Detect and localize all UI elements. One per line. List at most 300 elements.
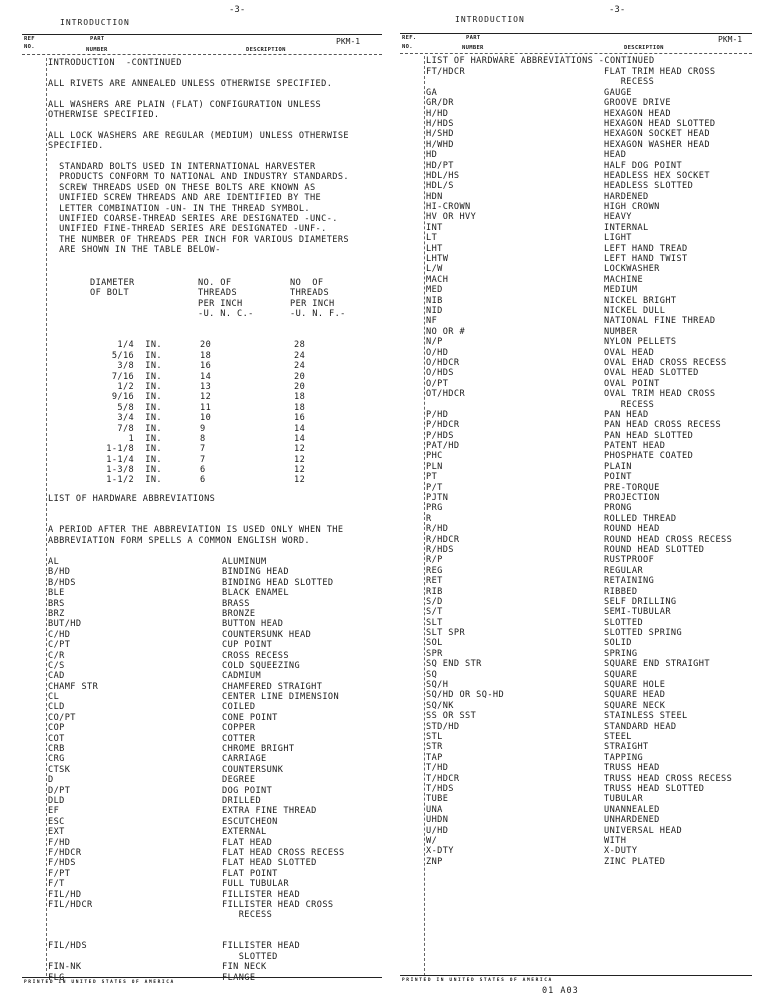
abbreviation-code: CO/PT <box>48 712 76 723</box>
unc-threads: 16 <box>200 361 212 372</box>
right-margin-line <box>424 56 425 976</box>
abbreviation-row <box>426 462 756 472</box>
abbreviation-code: NID <box>426 305 443 316</box>
abbreviation-meaning: STANDARD HEAD <box>604 721 677 732</box>
abbreviation-code: R/HDS <box>426 544 454 555</box>
abbreviation-row <box>426 400 756 410</box>
abbreviation-row <box>426 607 756 617</box>
abbreviation-code: R/HDCR <box>426 534 460 545</box>
bolt-diameter: 3/4 IN. <box>117 413 162 424</box>
left-col-number: NUMBER <box>86 47 108 53</box>
left-header-underline <box>22 54 382 55</box>
abbreviation-row <box>48 578 378 588</box>
abbreviation-row <box>48 765 378 775</box>
abbreviation-code: U/HD <box>426 825 449 836</box>
abbreviation-row <box>48 567 378 577</box>
abbreviation-row <box>426 181 756 191</box>
abbreviation-code: BUT/HD <box>48 619 82 630</box>
right-col-ref: REF. <box>402 35 417 41</box>
abbreviation-code: FIN-NK <box>48 962 82 973</box>
unf-threads: 12 <box>294 454 306 465</box>
abbreviation-meaning: ROUND HEAD SLOTTED <box>604 544 705 555</box>
unc-threads: 8 <box>200 433 206 444</box>
thread-table-row <box>90 465 390 475</box>
abbreviation-code: NIB <box>426 295 443 306</box>
intro-line <box>48 89 349 99</box>
abbreviation-meaning: FLAT POINT <box>222 868 278 879</box>
abbreviation-row <box>48 910 378 920</box>
thread-table-header-cell: -U. N. C.- <box>198 309 254 320</box>
abbreviation-code: SLT SPR <box>426 628 466 639</box>
unc-threads: 20 <box>200 340 212 351</box>
intro-line: LETTER COMBINATION -UN- IN THE THREAD SYMBOL. <box>48 203 310 214</box>
abbreviation-code: DLD <box>48 795 65 806</box>
thread-table-header-cell: NO OF <box>290 278 324 288</box>
abbreviation-meaning: CONE POINT <box>222 712 278 723</box>
left-col-description: DESCRIPTION <box>246 47 286 53</box>
abbreviation-code: NO OR # <box>426 326 466 337</box>
abbreviation-code: MACH <box>426 274 449 285</box>
abbreviation-code: REG <box>426 565 443 576</box>
abbreviation-meaning: CROSS RECESS <box>222 650 289 661</box>
intro-line: SPECIFIED. <box>48 141 104 152</box>
abbreviation-row <box>426 805 756 815</box>
bolt-diameter: 5/16 IN. <box>111 350 162 361</box>
abbreviation-row <box>48 941 378 951</box>
abbreviation-row <box>426 77 756 87</box>
thread-table-row <box>90 361 390 371</box>
unc-threads: 18 <box>200 350 212 361</box>
abbreviation-meaning: FLAT HEAD <box>222 837 273 848</box>
abbreviation-meaning: MEDIUM <box>604 285 638 296</box>
abbreviation-row <box>48 599 378 609</box>
abbreviation-row <box>426 98 756 108</box>
abbreviation-meaning: HALF DOG POINT <box>604 160 683 171</box>
unc-threads: 6 <box>200 465 206 476</box>
abbreviation-row <box>426 119 756 129</box>
abbreviation-row <box>426 638 756 648</box>
abbreviation-meaning: FILLISTER HEAD <box>222 889 301 900</box>
abbreviation-row <box>426 410 756 420</box>
thread-table-header-cell: OF BOLT <box>90 288 130 299</box>
abbreviation-row <box>426 223 756 233</box>
abbreviation-row <box>48 609 378 619</box>
unf-threads: 12 <box>294 444 306 455</box>
abbreviation-row <box>48 879 378 889</box>
abbreviation-code: F/PT <box>48 868 71 879</box>
abbreviation-meaning: NICKEL DULL <box>604 305 666 316</box>
abbreviation-meaning: PHOSPHATE COATED <box>604 451 694 462</box>
abbreviation-row <box>48 869 378 879</box>
bolt-diameter: 1-1/2 IN. <box>106 475 162 486</box>
abbreviation-code: SOL <box>426 638 443 649</box>
abbreviation-row <box>426 150 756 160</box>
abbreviation-row <box>48 754 378 764</box>
abbreviation-code: HDL/S <box>426 181 454 192</box>
abbreviation-meaning: WITH <box>604 835 627 846</box>
abbreviation-row <box>426 722 756 732</box>
abbreviation-meaning: EXTERNAL <box>222 827 267 838</box>
abbreviation-code: MED <box>426 285 443 296</box>
intro-line: ALL LOCK WASHERS ARE REGULAR (MEDIUM) UNLESS OTHERWISE <box>48 130 349 141</box>
abbreviation-row <box>426 327 756 337</box>
abbreviation-code: O/PT <box>426 378 449 389</box>
unf-threads: 28 <box>294 340 306 351</box>
abbreviation-code: PAT/HD <box>426 441 460 452</box>
abbreviation-meaning: ROLLED THREAD <box>604 513 677 524</box>
abbreviation-row <box>426 171 756 181</box>
abbreviation-meaning: MACHINE <box>604 274 644 285</box>
bolt-diameter: 1 IN. <box>128 433 162 444</box>
abbreviation-code: HI-CROWN <box>426 202 471 213</box>
abbreviation-code: OT/HDCR <box>426 389 466 400</box>
bolt-diameter: 5/8 IN. <box>117 402 162 413</box>
abbreviation-meaning: CHAMFERED STRAIGHT <box>222 681 323 692</box>
abbreviation-code: X-DTY <box>426 846 454 857</box>
abbreviation-row <box>426 483 756 493</box>
abbreviation-row <box>426 826 756 836</box>
abbreviation-row <box>426 254 756 264</box>
intro-line <box>48 68 349 78</box>
abbreviation-meaning: COLD SQUEEZING <box>222 660 301 671</box>
abbreviation-code: STL <box>426 732 443 742</box>
abbreviation-meaning: NATIONAL FINE THREAD <box>604 316 716 327</box>
abbreviation-code: RIB <box>426 586 443 597</box>
abbreviation-code: SS OR SST <box>426 711 477 722</box>
abbreviation-row <box>426 545 756 555</box>
right-heading: LIST OF HARDWARE ABBREVIATIONS -CONTINUED <box>426 56 655 66</box>
intro-line: STANDARD BOLTS USED IN INTERNATIONAL HARVESTER <box>48 162 316 172</box>
abbreviation-row <box>426 431 756 441</box>
abbreviation-row <box>48 671 378 681</box>
abbreviation-meaning: BLACK ENAMEL <box>222 588 289 599</box>
abbreviation-meaning: ROUND HEAD CROSS RECESS <box>604 534 733 545</box>
abbreviation-code: H/HDS <box>426 118 454 129</box>
abbreviation-meaning: ZINC PLATED <box>604 856 666 867</box>
abbreviation-row <box>426 244 756 254</box>
abbreviation-code: S/T <box>426 607 443 618</box>
abbreviation-meaning: GAUGE <box>604 87 632 98</box>
abbreviation-code: T/HD <box>426 763 449 774</box>
abbreviation-meaning: ROUND HEAD <box>604 524 660 535</box>
abbreviation-row <box>48 838 378 848</box>
abbreviation-meaning: NICKEL BRIGHT <box>604 295 677 306</box>
bolt-diameter: 1-3/8 IN. <box>106 465 162 476</box>
abbreviation-meaning: ESCUTCHEON <box>222 816 278 827</box>
abbreviation-row <box>426 212 756 222</box>
abbreviation-code: BRZ <box>48 608 65 619</box>
abbreviation-meaning: RECESS <box>222 910 273 921</box>
abbreviation-meaning: SLOTTED <box>222 951 278 962</box>
abbreviation-row <box>426 659 756 669</box>
abbreviation-meaning: POINT <box>604 472 632 483</box>
abbreviation-code: H/SHD <box>426 129 454 140</box>
abbreviation-row <box>426 742 756 752</box>
abbreviation-code: O/HD <box>426 347 449 358</box>
abbreviation-meaning: SPRING <box>604 648 638 659</box>
abbreviation-row <box>48 890 378 900</box>
unc-threads: 11 <box>200 402 212 413</box>
abbreviation-row <box>426 389 756 399</box>
thread-table-row <box>90 455 390 465</box>
intro-line: ALL WASHERS ARE PLAIN (FLAT) CONFIGURATION UNLESS <box>48 99 322 110</box>
abbreviation-code: COT <box>48 733 65 744</box>
abbreviation-code: EXT <box>48 827 65 838</box>
abbreviation-row <box>426 451 756 461</box>
abbreviation-code: HV OR HVY <box>426 212 477 223</box>
abbreviation-meaning: SQUARE HEAD <box>604 690 666 701</box>
left-col-part: PART <box>90 36 105 42</box>
abbreviation-row <box>426 67 756 77</box>
abbreviation-code: SLT <box>426 617 443 628</box>
thread-table-header-cell: NO. OF <box>198 278 232 288</box>
abbreviation-meaning: PROJECTION <box>604 493 660 504</box>
abbreviation-row <box>426 88 756 98</box>
abbreviation-code: P/HD <box>426 409 449 420</box>
abbreviation-code: HDN <box>426 191 443 202</box>
abbreviation-code: F/HDS <box>48 858 76 869</box>
abbreviation-row <box>48 588 378 598</box>
abbreviation-row <box>426 109 756 119</box>
abbreviation-code: FLG <box>48 972 65 983</box>
thread-table-header-cell: THREADS <box>290 288 330 299</box>
right-code: PKM-1 <box>718 35 743 44</box>
abbreviation-code: R/HD <box>426 524 449 535</box>
abbreviation-meaning: FILLISTER HEAD <box>222 941 301 952</box>
abbreviation-row <box>426 628 756 638</box>
abbreviation-meaning: PAN HEAD <box>604 409 649 420</box>
abbreviation-code: PJTN <box>426 493 449 504</box>
abbreviation-code: C/R <box>48 650 65 661</box>
abbreviation-meaning: CUP POINT <box>222 640 273 651</box>
abbreviation-code: HD <box>426 150 438 161</box>
unc-threads: 9 <box>200 423 206 434</box>
intro-line: UNIFIED FINE-THREAD SERIES ARE DESIGNATED -UNF-. <box>48 224 327 235</box>
abbreviation-meaning: LEFT HAND TREAD <box>604 243 688 254</box>
abbreviation-code: SQ END STR <box>426 659 482 670</box>
thread-table-row <box>90 372 390 382</box>
right-header-underline <box>400 53 752 54</box>
abbreviation-row <box>48 682 378 692</box>
abbreviation-code: F/HD <box>48 837 71 848</box>
abbreviation-code: CRG <box>48 754 65 765</box>
abbrev-heading-text: LIST OF HARDWARE ABBREVIATIONS <box>48 494 216 504</box>
abbreviation-code: COP <box>48 723 65 734</box>
abbreviation-code: CAD <box>48 671 65 682</box>
abbreviation-row <box>426 192 756 202</box>
bolt-diameter: 7/8 IN. <box>117 423 162 434</box>
abbreviation-meaning: CARRIAGE <box>222 754 267 765</box>
abbreviation-meaning: UNANNEALED <box>604 804 660 815</box>
abbreviation-row <box>426 379 756 389</box>
abbreviation-meaning: SQUARE NECK <box>604 700 666 711</box>
right-col-no: NO. <box>402 44 413 50</box>
abbreviation-meaning: HEXAGON SOCKET HEAD <box>604 129 710 140</box>
abbreviation-meaning: LOCKWASHER <box>604 264 660 275</box>
abbreviation-code: PHC <box>426 451 443 462</box>
intro-line: OTHERWISE SPECIFIED. <box>48 110 160 120</box>
abbreviation-row <box>48 692 378 702</box>
abbreviation-row <box>426 753 756 763</box>
abbreviation-code: SQ/HD OR SQ-HD <box>426 690 505 701</box>
abbreviation-meaning: HEADLESS SLOTTED <box>604 181 694 192</box>
abbreviation-row <box>426 316 756 326</box>
unf-threads: 20 <box>294 381 306 392</box>
abbreviation-row <box>426 857 756 867</box>
abbreviation-row <box>48 806 378 816</box>
abbreviation-row <box>48 827 378 837</box>
period-note-line-1: A PERIOD AFTER THE ABBREVIATION IS USED ONLY WHEN THE <box>48 525 344 536</box>
abbreviation-row <box>426 535 756 545</box>
unf-threads: 14 <box>294 423 306 434</box>
intro-line: THE NUMBER OF THREADS PER INCH FOR VARIOUS DIAMETERS <box>48 234 349 245</box>
unf-threads: 24 <box>294 350 306 361</box>
abbreviation-code: AL <box>48 557 60 567</box>
abbreviation-code: INT <box>426 222 443 233</box>
thread-table-row <box>90 475 390 485</box>
abbreviation-meaning: HEAVY <box>604 212 632 223</box>
abbreviation-code: B/HD <box>48 567 71 578</box>
period-note-line-2: ABBREVIATION FORM SPELLS A COMMON ENGLISH WORD. <box>48 535 310 546</box>
abbreviation-code: F/HDCR <box>48 847 82 858</box>
abbreviation-code: FIL/HDS <box>48 941 88 952</box>
abbreviation-meaning: CHROME BRIGHT <box>222 744 295 755</box>
abbreviation-row <box>426 680 756 690</box>
abbreviation-meaning: BINDING HEAD SLOTTED <box>222 577 334 588</box>
abbreviation-row <box>48 619 378 629</box>
right-footer-rule <box>400 975 752 976</box>
abbreviation-code: SQ <box>426 669 438 680</box>
abbreviation-code: RET <box>426 576 443 587</box>
bolt-diameter: 1/4 IN. <box>117 340 162 351</box>
abbreviation-meaning: OVAL TRIM HEAD CROSS <box>604 389 716 400</box>
abbreviation-meaning: SLOTTED <box>604 617 644 628</box>
unc-threads: 14 <box>200 371 212 382</box>
abbreviation-meaning: SOLID <box>604 638 632 649</box>
abbreviation-row <box>426 587 756 597</box>
abbreviation-meaning: SQUARE HOLE <box>604 680 666 691</box>
left-page-header: INTRODUCTION <box>60 18 130 27</box>
abbreviation-row <box>426 161 756 171</box>
unf-threads: 20 <box>294 371 306 382</box>
thread-table-header-cell: PER INCH <box>290 298 335 309</box>
abbreviation-row <box>48 713 378 723</box>
abbreviation-code: P/HDCR <box>426 420 460 431</box>
abbreviation-row <box>48 702 378 712</box>
abbreviation-code: ZNP <box>426 856 443 867</box>
unc-threads: 7 <box>200 444 206 455</box>
abbreviation-meaning: UNHARDENED <box>604 815 660 826</box>
abbreviation-meaning: BUTTON HEAD <box>222 619 284 630</box>
abbreviation-meaning: SLOTTED SPRING <box>604 628 683 639</box>
abbreviation-code: FIL/HD <box>48 889 82 900</box>
abbreviation-row <box>426 846 756 856</box>
abbreviation-row <box>426 493 756 503</box>
abbreviation-row <box>48 786 378 796</box>
abbreviation-meaning: PLAIN <box>604 461 632 472</box>
left-margin-line <box>46 58 47 976</box>
abbreviation-code: LHTW <box>426 254 449 265</box>
abbreviation-row <box>426 784 756 794</box>
thread-table-row <box>90 403 390 413</box>
abbreviation-meaning: RIBBED <box>604 586 638 597</box>
abbreviation-meaning: FILLISTER HEAD CROSS <box>222 899 334 910</box>
left-col-no: NO. <box>24 44 35 50</box>
thread-table-row <box>90 444 390 454</box>
abbreviation-code: BLE <box>48 588 65 599</box>
abbreviation-code: R/P <box>426 555 443 566</box>
abbreviation-row <box>48 921 378 931</box>
abbreviation-meaning: SQUARE END STRAIGHT <box>604 659 710 670</box>
abbreviation-row <box>426 690 756 700</box>
intro-line: SCREW THREADS USED ON THESE BOLTS ARE KNOWN AS <box>48 182 316 193</box>
unf-threads: 12 <box>294 475 306 486</box>
right-col-part: PART <box>466 35 481 41</box>
abbreviation-row <box>426 296 756 306</box>
abbreviation-row <box>48 557 378 567</box>
abbreviation-meaning: HEADLESS HEX SOCKET <box>604 170 710 181</box>
bolt-diameter: 7/16 IN. <box>111 371 162 382</box>
abbreviation-code: H/HD <box>426 108 449 119</box>
thread-table-row <box>90 413 390 423</box>
thread-table-header-cell: -U. N. F.- <box>290 309 346 320</box>
abbreviation-row <box>48 661 378 671</box>
abbreviation-meaning: SEMI-TUBULAR <box>604 607 671 618</box>
abbreviation-row <box>426 618 756 628</box>
abbreviation-row <box>48 651 378 661</box>
left-abbrev-heading <box>48 494 343 546</box>
abbreviation-row <box>426 555 756 565</box>
abbreviation-row <box>426 566 756 576</box>
intro-line: ARE SHOWN IN THE TABLE BELOW- <box>48 245 221 256</box>
abbreviation-row <box>426 337 756 347</box>
right-page-number: -3- <box>609 5 626 15</box>
unc-threads: 7 <box>200 454 206 465</box>
abbreviation-row <box>426 514 756 524</box>
abbreviation-code: ESC <box>48 816 65 827</box>
abbreviation-meaning: SQUARE <box>604 669 638 680</box>
abbreviation-row <box>48 796 378 806</box>
bolt-diameter: 1/2 IN. <box>117 381 162 392</box>
abbreviation-code: S/D <box>426 596 443 607</box>
abbreviation-code: D/PT <box>48 785 71 796</box>
abbreviation-meaning: COUNTERSUNK HEAD <box>222 629 312 640</box>
abbreviation-row <box>426 348 756 358</box>
abbreviation-meaning: FLAT HEAD CROSS RECESS <box>222 847 345 858</box>
thread-table-row <box>90 392 390 402</box>
abbreviation-row <box>426 441 756 451</box>
right-bottom-code: 01 A03 <box>542 986 579 996</box>
unf-threads: 18 <box>294 392 306 403</box>
abbreviation-code: TUBE <box>426 794 449 805</box>
right-page-header: INTRODUCTION <box>455 15 525 24</box>
abbreviation-row <box>426 524 756 534</box>
unc-threads: 13 <box>200 381 212 392</box>
abbreviation-meaning: RUSTPROOF <box>604 555 655 566</box>
abbreviation-code: PLN <box>426 461 443 472</box>
abbreviation-meaning: RECESS <box>604 399 655 410</box>
thread-table-header-cell: PER INCH <box>198 298 243 309</box>
abbreviation-meaning: RETAINING <box>604 576 655 587</box>
abbreviation-row <box>426 285 756 295</box>
abbreviation-meaning: BRASS <box>222 598 250 609</box>
abbreviation-meaning: STAINLESS STEEL <box>604 711 688 722</box>
left-header-rule <box>22 34 382 35</box>
abbreviation-meaning: HARDENED <box>604 191 649 202</box>
left-page-number: -3- <box>229 5 246 15</box>
abbreviation-code: O/HDS <box>426 368 454 379</box>
abbreviation-code: CHAMF STR <box>48 681 99 692</box>
